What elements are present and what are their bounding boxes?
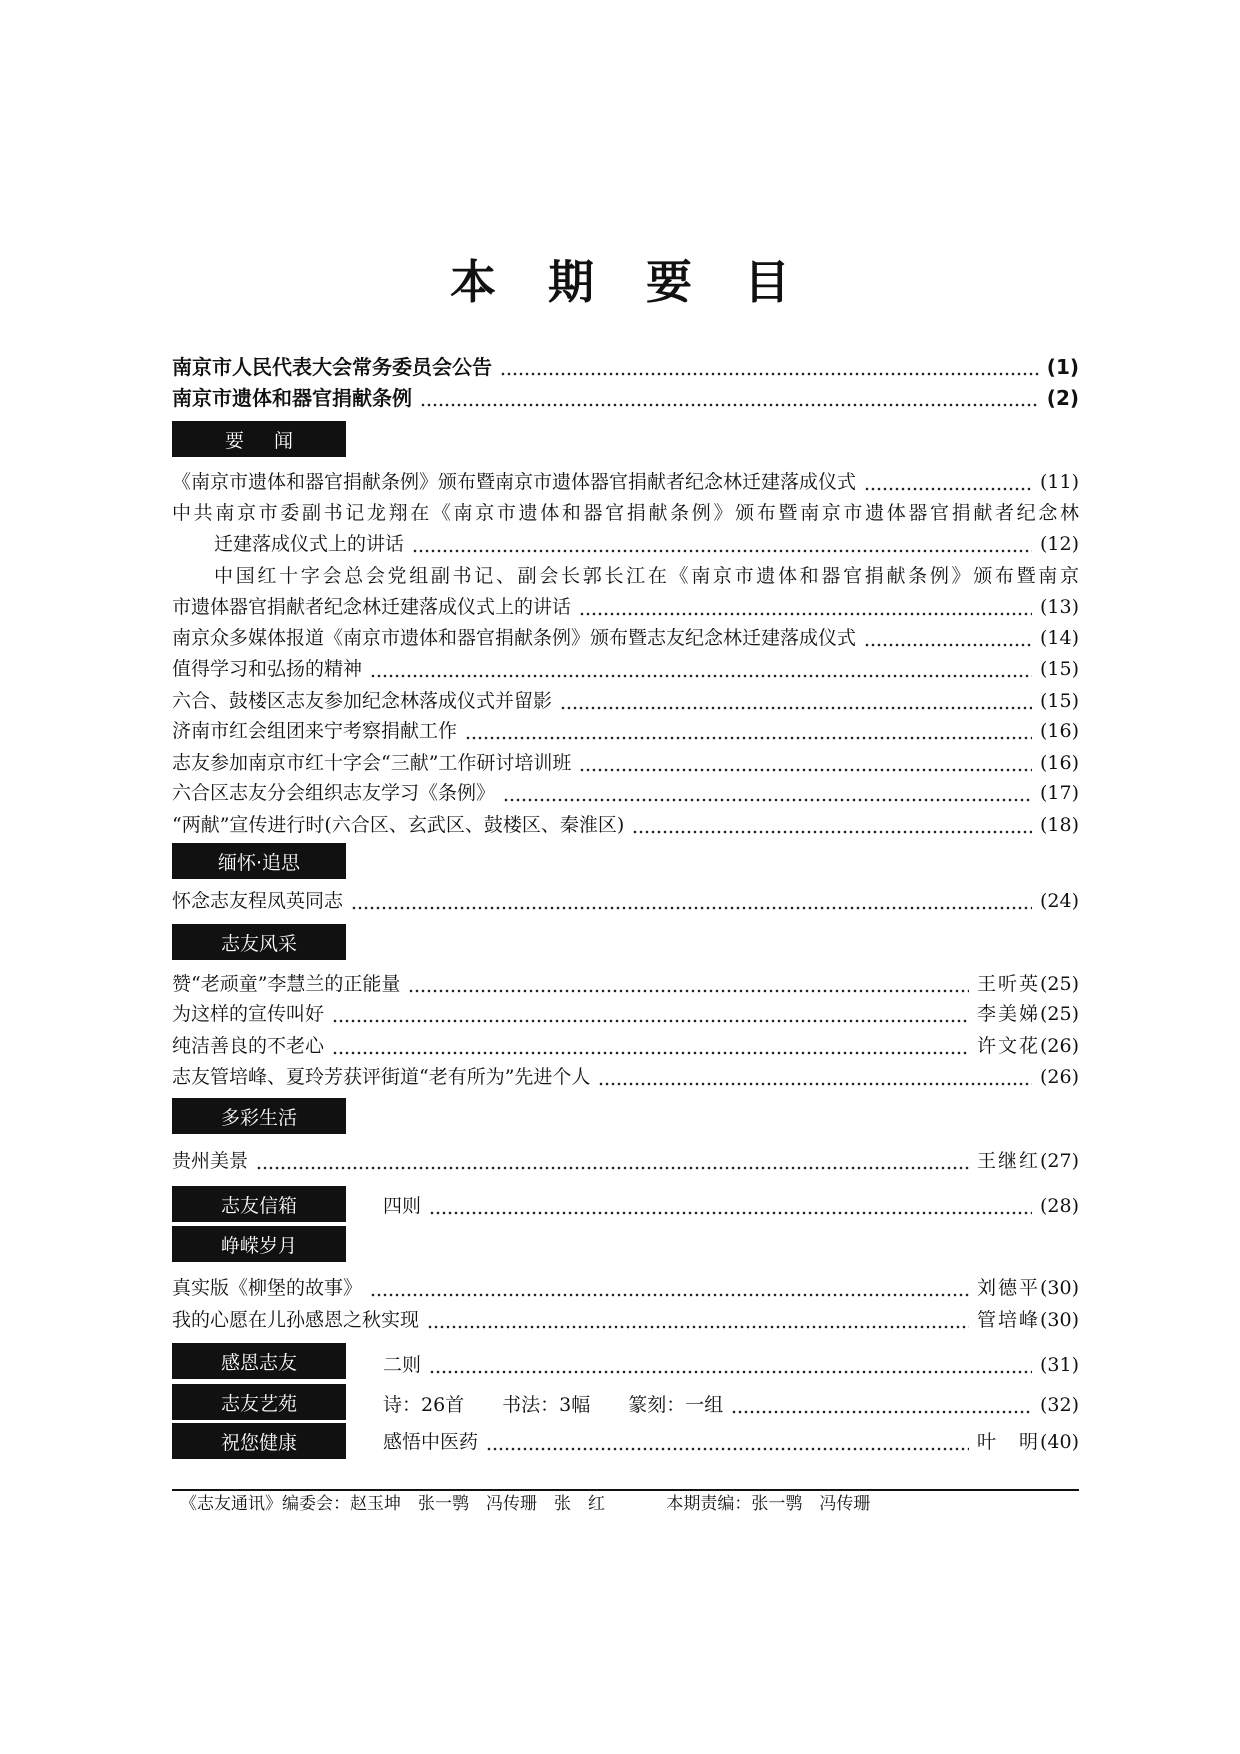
entry-title: 二则 [383, 1354, 422, 1376]
toc-entry[interactable] [172, 591, 1079, 621]
section-header: 要闻 [172, 421, 346, 457]
entry-author: 王继红 [976, 1150, 1040, 1172]
entry-title: 诗：26首 书法：3幅 篆刻：一组 [383, 1394, 724, 1416]
entry-page: (24) [1039, 890, 1079, 912]
entry-page: (13) [1039, 596, 1079, 618]
entry-page: (15) [1039, 658, 1079, 680]
entry-page: (26) [1039, 1035, 1079, 1057]
section-header: 祝您健康 [172, 1423, 346, 1459]
entry-page: (18) [1039, 814, 1079, 836]
entry-title: 真实版《柳堡的故事》 [172, 1277, 363, 1299]
entry-title: 值得学习和弘扬的精神 [172, 658, 363, 680]
dot-leader [598, 1063, 1032, 1091]
toc-entry[interactable] [172, 653, 1079, 683]
dot-leader [351, 887, 1032, 915]
toc-entry[interactable] [172, 1061, 1079, 1091]
entry-title: 南京市人民代表大会常务委员会公告 [172, 355, 492, 379]
entry-title: 四则 [383, 1195, 422, 1217]
toc-entry[interactable] [172, 777, 1079, 807]
entry-author: 王听英 [976, 973, 1040, 995]
entry-title: 志友管培峰、夏玲芳获评街道“老有所为”先进个人 [172, 1066, 591, 1088]
dot-leader [370, 1274, 969, 1302]
entry-page: (16) [1039, 720, 1079, 742]
section-header: 感恩志友 [172, 1343, 346, 1379]
entry-page: (30) [1039, 1277, 1079, 1299]
entry-author: 叶 明 [976, 1431, 1040, 1453]
issue-editors: 本期责编：张一鹗 冯传珊 [666, 1494, 871, 1514]
dot-leader [332, 1000, 969, 1028]
toc-entry[interactable] [172, 622, 1079, 652]
dot-leader [503, 779, 1032, 807]
entry-page: (17) [1039, 782, 1079, 804]
section-header: 志友风采 [172, 924, 346, 960]
entry-title-line: 中国红十字会总会党组副书记、副会长郭长江在《南京市遗体和器官捐献条例》颁布暨南京 [214, 565, 1079, 587]
dot-leader [632, 811, 1032, 839]
entry-author: 管培峰 [976, 1309, 1040, 1331]
entry-title: 六合区志友分会组织志友学习《条例》 [172, 782, 496, 804]
dot-leader [486, 1428, 969, 1456]
dot-leader [500, 353, 1039, 381]
toc-entry[interactable] [172, 1304, 1079, 1334]
entry-title: 感悟中医药 [383, 1431, 479, 1453]
entry-page: (15) [1039, 690, 1079, 712]
toc-entry-inline[interactable] [383, 1349, 1079, 1379]
entry-title: 迁建落成仪式上的讲话 [214, 533, 405, 555]
dot-leader [465, 717, 1032, 745]
dot-leader [370, 655, 1032, 683]
dot-leader [579, 749, 1032, 777]
toc-entry-inline[interactable] [383, 1389, 1079, 1419]
entry-author: 李美娣 [976, 1003, 1040, 1025]
toc-entry[interactable] [172, 968, 1079, 998]
toc-entry[interactable] [172, 885, 1079, 915]
toc-entry-inline[interactable] [383, 1426, 1079, 1456]
entry-title: 纯洁善良的不老心 [172, 1035, 325, 1057]
editorial-board: 《志友通讯》编委会：赵玉坤 张一鹗 冯传珊 张 红 [180, 1494, 605, 1514]
toc-entry[interactable] [172, 747, 1079, 777]
footer [180, 1490, 926, 1518]
entry-page: (14) [1039, 627, 1079, 649]
dot-leader [408, 970, 969, 998]
entry-title: 志友参加南京市红十字会“三献”工作研讨培训班 [172, 752, 572, 774]
entry-page: (26) [1039, 1066, 1079, 1088]
dot-leader [731, 1391, 1032, 1419]
entry-page: (30) [1039, 1309, 1079, 1331]
entry-title: 赞“老顽童”李慧兰的正能量 [172, 973, 401, 995]
section-header: 志友信箱 [172, 1186, 346, 1222]
toc-entry-main[interactable] [172, 351, 1079, 381]
entry-title: 南京众多媒体报道《南京市遗体和器官捐献条例》颁布暨志友纪念林迁建落成仪式 [172, 627, 857, 649]
entry-page: (27) [1039, 1150, 1079, 1172]
entry-page: (28) [1039, 1195, 1079, 1217]
entry-title: 我的心愿在儿孙感恩之秋实现 [172, 1309, 420, 1331]
section-header: 志友艺苑 [172, 1384, 346, 1420]
entry-title: “两献”宣传进行时(六合区、玄武区、鼓楼区、秦淮区) [172, 814, 625, 836]
dot-leader [579, 593, 1032, 621]
toc-entry[interactable] [172, 715, 1079, 745]
entry-author: 许文花 [976, 1035, 1040, 1057]
toc-entry-main[interactable] [172, 382, 1079, 412]
dot-leader [864, 468, 1032, 496]
entry-page: (1) [1046, 355, 1079, 379]
entry-title: 贵州美景 [172, 1150, 249, 1172]
entry-page: (25) [1039, 1003, 1079, 1025]
section-header: 缅怀·追思 [172, 843, 346, 879]
dot-leader [429, 1192, 1032, 1220]
entry-title: 济南市红会组团来宁考察捐献工作 [172, 720, 458, 742]
entry-page: (2) [1046, 386, 1079, 410]
entry-page: (31) [1039, 1354, 1079, 1376]
section-header: 峥嵘岁月 [172, 1226, 346, 1262]
toc-entry[interactable] [172, 998, 1079, 1028]
dot-leader [412, 530, 1032, 558]
dot-leader [420, 384, 1039, 412]
dot-leader [332, 1032, 969, 1060]
entry-page: (32) [1039, 1394, 1079, 1416]
dot-leader [427, 1306, 969, 1334]
toc-entry[interactable] [172, 1145, 1079, 1175]
entry-title: 怀念志友程凤英同志 [172, 890, 344, 912]
entry-page: (25) [1039, 973, 1079, 995]
toc-entry[interactable] [172, 1030, 1079, 1060]
toc-entry[interactable] [172, 466, 1079, 496]
section-header: 多彩生活 [172, 1098, 346, 1134]
entry-page: (40) [1039, 1431, 1079, 1453]
toc-entry[interactable] [172, 685, 1079, 715]
page-title: 本期要目 [450, 255, 842, 309]
entry-page: (12) [1039, 533, 1079, 555]
toc-entry[interactable] [172, 809, 1079, 839]
entry-title: 市遗体器官捐献者纪念林迁建落成仪式上的讲话 [172, 596, 572, 618]
dot-leader [560, 687, 1032, 715]
dot-leader [864, 624, 1032, 652]
dot-leader [256, 1147, 969, 1175]
dot-leader [429, 1351, 1032, 1379]
entry-title-line: 中共南京市委副书记龙翔在《南京市遗体和器官捐献条例》颁布暨南京市遗体器官捐献者纪念林 [172, 502, 1079, 524]
entry-page: (16) [1039, 752, 1079, 774]
toc-entry[interactable] [172, 1272, 1079, 1302]
entry-title: 为这样的宣传叫好 [172, 1003, 325, 1025]
entry-title: 《南京市遗体和器官捐献条例》颁布暨南京市遗体器官捐献者纪念林迁建落成仪式 [172, 471, 857, 493]
entry-page: (11) [1039, 471, 1079, 493]
entry-title: 六合、鼓楼区志友参加纪念林落成仪式并留影 [172, 690, 553, 712]
entry-title: 南京市遗体和器官捐献条例 [172, 386, 412, 410]
toc-entry-inline[interactable] [383, 1190, 1079, 1220]
toc-entry[interactable] [214, 528, 1079, 558]
entry-author: 刘德平 [976, 1277, 1040, 1299]
